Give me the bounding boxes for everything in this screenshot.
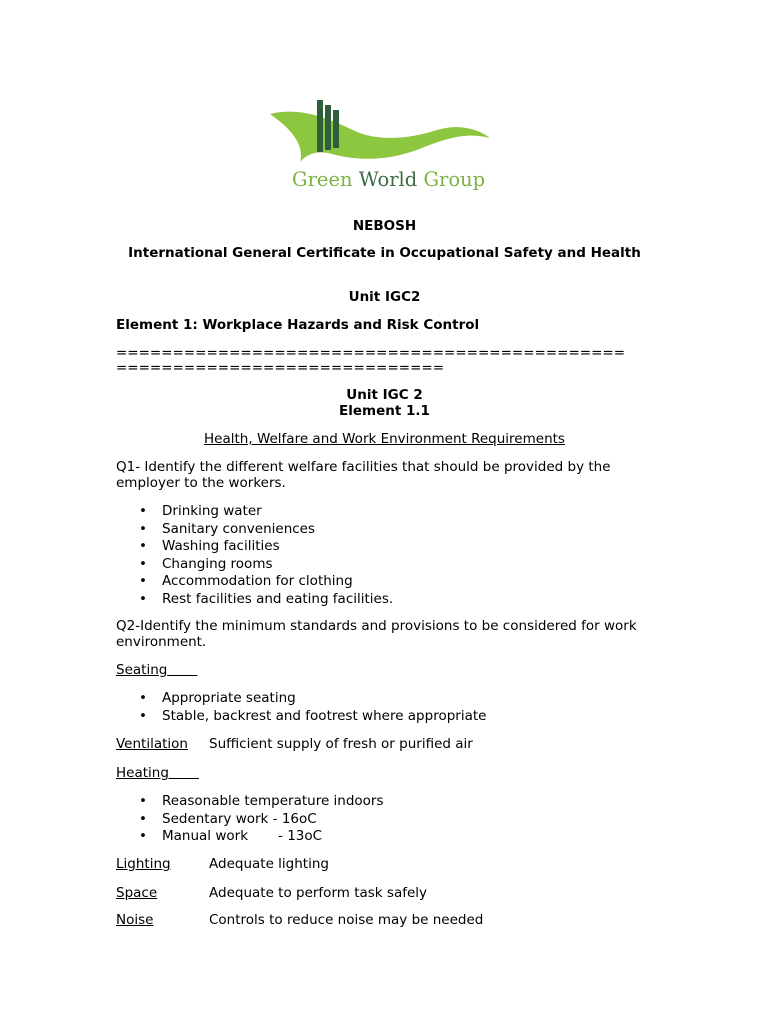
seating-heading (116, 662, 197, 678)
space-label: Space (116, 885, 158, 901)
noise-row (116, 912, 483, 928)
space-label-wrap (116, 885, 209, 901)
ventilation-label: Ventilation (116, 736, 188, 752)
ventilation-row (116, 736, 473, 752)
element-title: Element 1: Workplace Hazards and Risk Control (116, 317, 480, 333)
seating-label: Seating (116, 662, 168, 678)
question-1: Q1- Identify the different welfare facilities that should be provided by the employer to the workers. (116, 459, 611, 491)
logo-bar-3 (333, 110, 339, 148)
list-item: • Reasonable temperature indoors (116, 793, 384, 811)
space-value: Adequate to perform task safely (209, 885, 428, 901)
lighting-value: Adequate lighting (209, 856, 329, 872)
lighting-label: Lighting (116, 856, 171, 872)
section-heading: Health, Welfare and Work Environment Requirements (204, 431, 565, 447)
space-row (116, 885, 427, 901)
green-world-group-logo (262, 92, 502, 194)
heating-heading (116, 765, 199, 781)
list-item: • Manual work - 13oC (116, 828, 384, 846)
certificate-title: International General Certificate in Occupational Safety and Health (128, 245, 641, 261)
heating-label: Heating (116, 765, 169, 781)
list-item: • Accommodation for clothing (116, 573, 393, 591)
section-element: Element 1.1 (339, 403, 430, 419)
list-item: • Appropriate seating (116, 690, 486, 708)
logo-leaf-shape (270, 112, 490, 162)
welfare-facilities-list (116, 503, 393, 608)
list-item: • Stable, backrest and footrest where appropriate (116, 708, 486, 726)
list-item: • Changing rooms (116, 556, 393, 574)
noise-value: Controls to reduce noise may be needed (209, 912, 484, 928)
ventilation-label-wrap (116, 736, 209, 752)
logo-bar-2 (325, 105, 331, 150)
section-unit: Unit IGC 2 (346, 387, 423, 403)
heating-list (116, 793, 384, 846)
lighting-row (116, 856, 329, 872)
list-item: • Rest facilities and eating facilities. (116, 591, 393, 609)
ventilation-value: Sufficient supply of fresh or purified air (209, 736, 473, 752)
list-item: • Drinking water (116, 503, 393, 521)
nebosh-title: NEBOSH (352, 218, 417, 234)
logo-text: Green World Group (292, 168, 486, 191)
seating-list (116, 690, 486, 725)
noise-label-wrap (116, 912, 209, 928)
separator-line-1: ============================================= (116, 345, 626, 361)
underline-padding (167, 662, 197, 678)
list-item: • Washing facilities (116, 538, 393, 556)
question-2: Q2-Identify the minimum standards and provisions to be considered for work environment. (116, 618, 637, 650)
list-item: • Sanitary conveniences (116, 521, 393, 539)
noise-label: Noise (116, 912, 154, 928)
underline-padding (169, 765, 199, 781)
unit-title: Unit IGC2 (348, 289, 421, 305)
logo-bar-1 (317, 100, 323, 152)
list-item: • Sedentary work - 16oC (116, 811, 384, 829)
separator-line-2: ============================= (116, 360, 445, 376)
